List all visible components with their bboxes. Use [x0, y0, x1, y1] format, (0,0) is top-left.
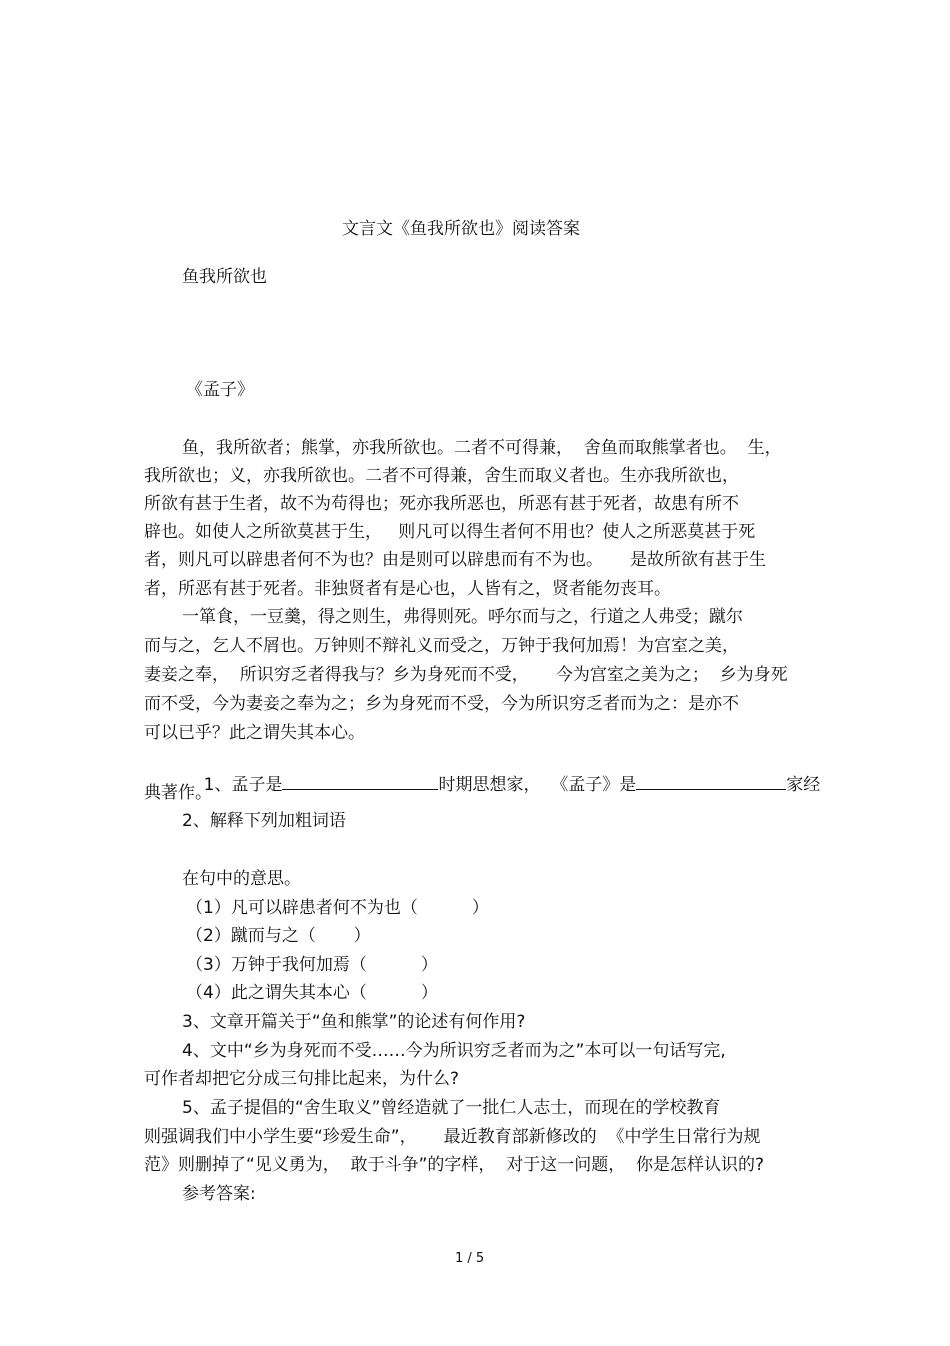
- body-line: 可以已乎？此之谓失其本心。: [144, 723, 365, 743]
- body-line: 鱼，我所欲者；熊掌，亦我所欲也。二者不可得兼， 舍鱼而取熊掌者也。 生，: [182, 438, 782, 458]
- document-author: 《孟子》: [186, 380, 254, 400]
- body-line: 辟也。如使人之所欲莫甚于生， 则凡可以得生者何不用也？使人之所恶莫甚于死: [144, 522, 756, 542]
- question-5-line-3: 范》则删掉了“见义勇为， 敢于斗争”的字样， 对于这一问题， 你是怎样认识的?: [144, 1155, 765, 1175]
- question-3: 3、文章开篇关于“鱼和熊掌”的论述有何作用?: [182, 1012, 526, 1032]
- question-4-line-2: 可作者却把它分成三句排比起来，为什么?: [144, 1069, 460, 1089]
- question-1-end: 家经: [786, 775, 821, 795]
- body-line: 所欲有甚于生者，故不为苟得也；死亦我所恶也，所恶有甚于死者，故患有所不: [144, 494, 739, 514]
- question-1-line-2: 典著作。: [144, 783, 212, 803]
- document-subtitle: 鱼我所欲也: [182, 267, 267, 287]
- question-2-item: （4）此之谓失其本心（ ）: [186, 983, 438, 1003]
- question-2: 2、解释下列加粗词语: [182, 811, 346, 831]
- answer-label: 参考答案:: [182, 1184, 256, 1204]
- answer-blank-2: [636, 774, 786, 790]
- answer-blank-1: [282, 774, 438, 790]
- body-line: 我所欲也；义，亦我所欲也。二者不可得兼，舍生而取义者也。生亦我所欲也，: [144, 466, 739, 486]
- question-1-middle: 时期思想家， 《孟子》是: [438, 775, 637, 795]
- body-line: 而与之，乞人不屑也。万钟则不辩礼义而受之，万钟于我何加焉！为宫室之美，: [144, 636, 739, 656]
- body-line: 而不受，今为妻妾之奉为之；乡为身死而不受，今为所识穷乏者而为之：是亦不: [144, 694, 739, 714]
- question-2-item: （2）蹴而与之（ ）: [186, 926, 371, 946]
- question-2-sub: 在句中的意思。: [182, 869, 301, 889]
- question-2-item: （1）凡可以辟患者何不为也（ ）: [186, 898, 489, 918]
- document-title: 文言文《鱼我所欲也》阅读答案: [342, 219, 580, 239]
- body-line: 一箪食，一豆羹，得之则生，弗得则死。呼尔而与之，行道之人弗受；蹴尔: [182, 607, 743, 627]
- body-line: 者，所恶有甚于死者。非独贤者有是心也，人皆有之，贤者能勿丧耳。: [144, 579, 671, 599]
- question-5-line-1: 5、孟子提倡的“舍生取义”曾经造就了一批仁人志士，而现在的学校教育: [182, 1098, 721, 1118]
- question-5-line-2: 则强调我们中小学生要“珍爱生命”， 最近教育部新修改的 《中学生日常行为规: [144, 1127, 761, 1147]
- question-2-item: （3）万钟于我何加焉（ ）: [186, 955, 438, 975]
- body-line: 妻妾之奉， 所识穷乏者得我与？乡为身死而不受， 今为宫室之美为之； 乡为身死: [144, 665, 788, 685]
- body-line: 者，则凡可以辟患者何不为也？由是则可以辟患而有不为也。 是故所欲有甚于生: [144, 550, 767, 570]
- question-4-line-1: 4、文中“乡为身死而不受……今为所识穷乏者而为之”本可以一句话写完,: [182, 1041, 726, 1061]
- question-1-start: 1、孟子是: [203, 775, 283, 795]
- question-1: [182, 754, 820, 815]
- page-number: 1 / 5: [455, 1251, 485, 1266]
